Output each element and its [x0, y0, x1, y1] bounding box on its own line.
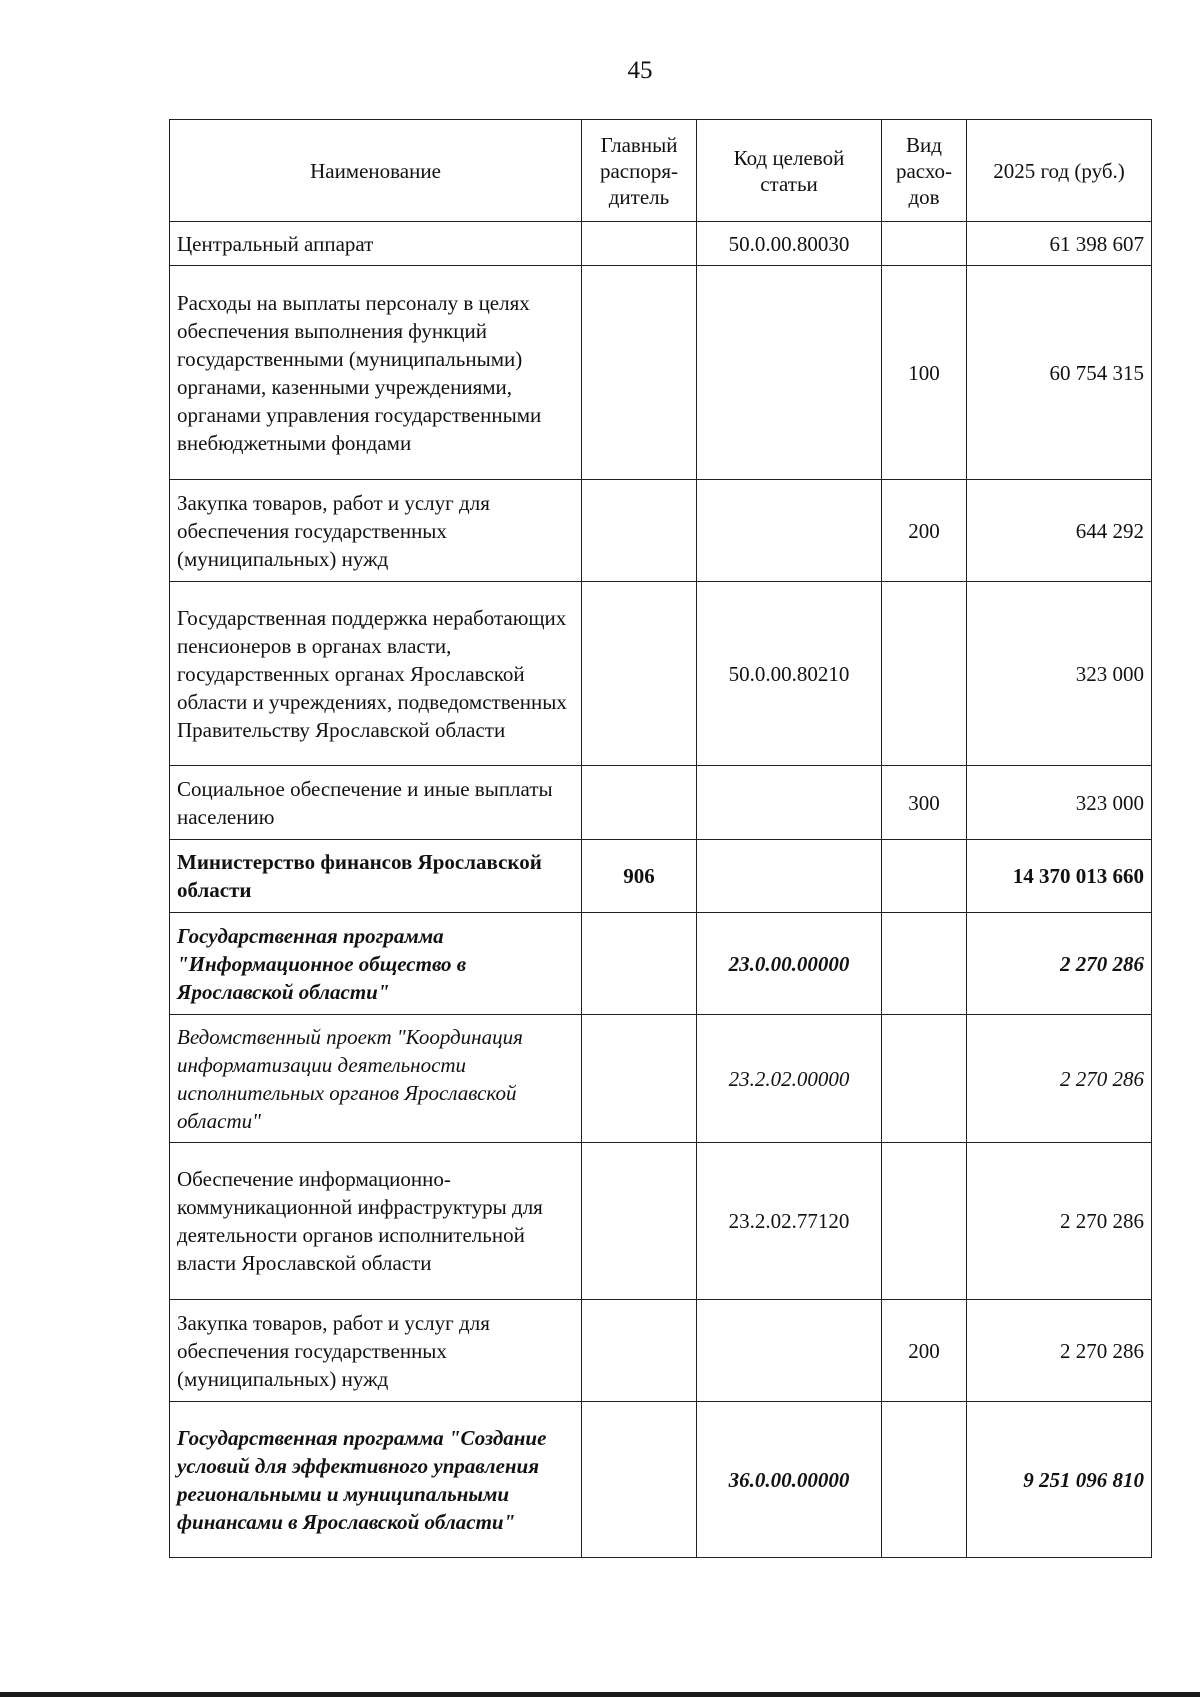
row-expense-type: 200 [882, 1300, 967, 1402]
row-main-manager [582, 480, 697, 582]
row-amount: 61 398 607 [967, 222, 1152, 266]
row-name: Закупка товаров, работ и услуг для обеспечения государственных (муниципальных) нужд [170, 480, 582, 582]
row-expense-type [882, 1015, 967, 1143]
row-main-manager: 906 [582, 840, 697, 913]
table-row [170, 222, 1152, 266]
row-name: Социальное обеспечение и иные выплаты населению [170, 766, 582, 840]
row-expense-type [882, 222, 967, 266]
row-main-manager [582, 1143, 697, 1300]
row-target-code [697, 1300, 882, 1402]
row-main-manager [582, 1402, 697, 1558]
row-name: Министерство финансов Ярославской области [170, 840, 582, 913]
row-expense-type [882, 1402, 967, 1558]
table-row [170, 1402, 1152, 1558]
row-target-code [697, 480, 882, 582]
row-target-code [697, 766, 882, 840]
row-amount: 2 270 286 [967, 913, 1152, 1015]
row-name: Центральный аппарат [170, 222, 582, 266]
header-year-amount: 2025 год (руб.) [967, 120, 1152, 222]
row-main-manager [582, 766, 697, 840]
budget-table [169, 119, 1152, 1558]
table-row [170, 1300, 1152, 1402]
row-target-code [697, 840, 882, 913]
row-target-code: 23.2.02.77120 [697, 1143, 882, 1300]
row-expense-type [882, 1143, 967, 1300]
row-name: Государственная программа "Создание условий для эффективного управления региональными и муниципальными финансами в Ярославской области" [170, 1402, 582, 1558]
table-row [170, 582, 1152, 766]
row-target-code [697, 266, 882, 480]
row-amount: 644 292 [967, 480, 1152, 582]
row-expense-type: 100 [882, 266, 967, 480]
row-name: Обеспечение информационно-коммуникационной инфраструктуры для деятельности органов исполнительной власти Ярославской области [170, 1143, 582, 1300]
row-amount: 323 000 [967, 582, 1152, 766]
row-amount: 2 270 286 [967, 1015, 1152, 1143]
row-main-manager [582, 582, 697, 766]
table-row [170, 1143, 1152, 1300]
row-target-code: 50.0.00.80030 [697, 222, 882, 266]
row-expense-type [882, 913, 967, 1015]
row-main-manager [582, 222, 697, 266]
row-amount: 9 251 096 810 [967, 1402, 1152, 1558]
row-expense-type: 300 [882, 766, 967, 840]
table-header-row [170, 120, 1152, 222]
table-row [170, 480, 1152, 582]
row-target-code: 23.2.02.00000 [697, 1015, 882, 1143]
page-bottom-border [0, 1692, 1200, 1697]
row-target-code: 23.0.00.00000 [697, 913, 882, 1015]
row-expense-type [882, 840, 967, 913]
row-main-manager [582, 1300, 697, 1402]
row-amount: 60 754 315 [967, 266, 1152, 480]
row-expense-type [882, 582, 967, 766]
row-name: Ведомственный проект "Координация информатизации деятельности исполнительных органов Ярославской области" [170, 1015, 582, 1143]
row-expense-type: 200 [882, 480, 967, 582]
table-row [170, 840, 1152, 913]
row-name: Расходы на выплаты персоналу в целях обеспечения выполнения функций государственными (муниципальными) органами, казенными учреждениями, органами управления государственными внебюджетными фондами [170, 266, 582, 480]
row-name: Государственная поддержка неработающих пенсионеров в органах власти, государственных органах Ярославской области и учреждениях, подведомственных Правительству Ярославской области [170, 582, 582, 766]
row-target-code: 50.0.00.80210 [697, 582, 882, 766]
table-row [170, 266, 1152, 480]
table-row [170, 913, 1152, 1015]
header-name: Наименование [170, 120, 582, 222]
row-amount: 14 370 013 660 [967, 840, 1152, 913]
row-amount: 2 270 286 [967, 1143, 1152, 1300]
table-row [170, 766, 1152, 840]
header-target-code: Код целевой статьи [697, 120, 882, 222]
row-target-code: 36.0.00.00000 [697, 1402, 882, 1558]
row-amount: 323 000 [967, 766, 1152, 840]
row-name: Государственная программа "Информационное общество в Ярославской области" [170, 913, 582, 1015]
row-amount: 2 270 286 [967, 1300, 1152, 1402]
header-expense-type: Вид расхо-дов [882, 120, 967, 222]
row-name: Закупка товаров, работ и услуг для обеспечения государственных (муниципальных) нужд [170, 1300, 582, 1402]
row-main-manager [582, 1015, 697, 1143]
header-main-manager: Главный распоря-дитель [582, 120, 697, 222]
table-row [170, 1015, 1152, 1143]
page-number: 45 [627, 57, 653, 84]
row-main-manager [582, 913, 697, 1015]
row-main-manager [582, 266, 697, 480]
